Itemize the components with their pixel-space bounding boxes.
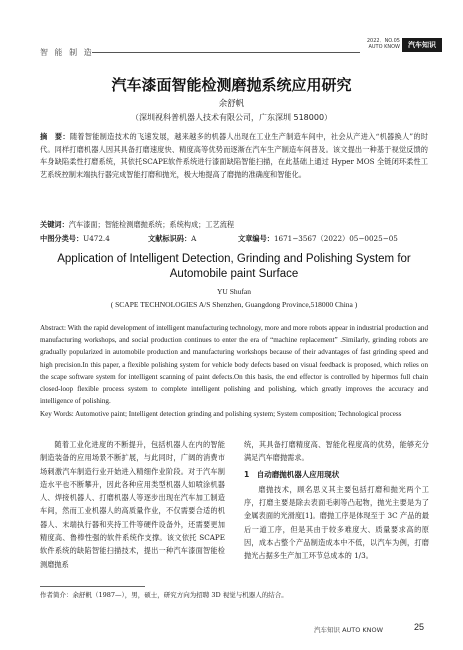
journal-masthead	[362, 36, 442, 58]
clc-label: 中图分类号：	[40, 234, 84, 243]
english-abstract	[40, 322, 428, 407]
author-footnote: 作者简介：余舒帆（1987—），男，硕士，研究方向为招聘 3D 视觉与机器人的结合。	[40, 591, 288, 599]
english-keywords	[40, 408, 428, 420]
clc-value: U472.4	[83, 234, 110, 243]
section-paragraph: 磨抛技术，顾名思义其主要包括打磨和抛光两个工序，打磨主要是除去表面毛刺等凸起物，抛光主要是为了金属表面的光滑度[1]。磨抛工序是体现至于 3C 产品的最后一道工序，但是其由于较多难度大、质量要求高的原因，成本占整个产品制造成本中不低，以汽车为例，打磨抛光占据多生产加工环节总成本的 1/3。	[244, 484, 429, 561]
english-keywords-text: Automotive paint; Intelligent detection grinding and polishing system; System composition; Technological process	[73, 410, 402, 418]
chinese-author: 余舒帆	[218, 99, 245, 109]
journal-badge: 汽车知识	[402, 38, 442, 52]
header-rule	[92, 52, 360, 53]
english-author: YU Shufan	[217, 287, 251, 296]
article-no-field	[238, 233, 398, 245]
english-keywords-label: Key Words:	[40, 410, 74, 418]
issue-number: 2022．NO.05 AUTO KNOW	[366, 38, 400, 50]
chinese-keywords	[40, 219, 428, 231]
doc-code-field	[148, 233, 196, 245]
english-abstract-label: Abstract:	[40, 324, 67, 332]
chinese-abstract	[40, 131, 428, 181]
chinese-affiliation: （深圳视科普机器人技术有限公司，广东深圳 518000）	[130, 113, 333, 122]
body-column-right	[244, 438, 429, 563]
section-header: 智 能 制 造	[40, 48, 94, 57]
footer-journal-name: 汽车知识 AUTO KNOW	[314, 626, 384, 634]
english-affiliation: ( SCAPE TECHNOLOGIES A/S Shenzhen, Guangdong Province,518000 China )	[110, 300, 358, 309]
page-number: 25	[414, 622, 425, 632]
chinese-title: 汽车漆面智能检测磨抛系统应用研究	[111, 76, 352, 94]
clc-field	[40, 233, 110, 245]
english-title: Application of Intelligent Detection, Grinding and Polishing System for Automobile paint Surface	[57, 253, 411, 280]
footnote-rule	[40, 586, 145, 587]
keywords-label: 关键词：	[40, 220, 69, 229]
intro-continuation: 统，其具备打磨精度高、智能化程度高的优势，能够充分满足汽车磨抛需求。	[244, 440, 429, 463]
abstract-text: 随着智能制造技术的飞速发展，越来越多的机器人出现在工业生产制造车间中，社会从产进入“机器换人”的时代。同样打磨机器人因其具备打磨速度快、精度高等优势而逐渐在汽车生产制造车间普及。该文提出一种基于视觉反馈的车身缺陷柔性打磨系统，其依托SCAPE软件系统进行漆面缺陷智能扫描，在此基础上通过 Hyper MOS 全链闭环柔性工艺系统控制末端执行器完成智能打磨和抛光，极大地提高了磨抛的准确度和智能化。	[40, 132, 428, 179]
doc-code-label: 文献标识码：	[148, 234, 192, 243]
article-no-value: 1671−3567（2022）05−0025−05	[273, 234, 398, 243]
abstract-label: 摘 要：	[40, 132, 70, 141]
body-column-left	[40, 438, 225, 571]
english-abstract-text: With the rapid development of intelligent manufacturing technology, more and more robots appear in industrial production and manufacturing workshops, and social production continues to enter the era of “machine replacement” .Similarly, grinding robots are gradually popularized in automobile production and manufacturing workshops because of their advantages of fast grinding speed and high precision.In this paper, a flexible polishing system for vehicle body defects based on visual feedback is proposed, which relies on the scape software system for intelligent scanning of paint defects.On this basis, the end effector is controlled by hipermos full chain closed-loop flexible process system to complete intelligent polishing and polishing, which greatly improves the accuracy and intelligence of polishing.	[40, 324, 429, 406]
keywords-text: 汽车漆面；智能检测磨抛系统；系统构成；工艺流程	[68, 220, 235, 229]
article-no-label: 文章编号：	[238, 234, 274, 243]
intro-paragraph: 随着工业化进度的不断提升，包括机器人在内的智能制造装备的应用场景不断扩展，与此同时，广阔的消费市场刺激汽车制造行业开始进入精细作业阶段。对于汽车制造水平也不断攀升，因此各种应用类型机器人如喷涂机器人、焊接机器人、打磨机器人等逐步出现在汽车加工制造车间，然而工业机器人的高质量作业，不仅需要合适的机器人、末端执行器和夹持工件等硬件设备外，还需要更加精度高、鲁棒性强的软件系统作支撑。该文依托 SCAPE 软件系统的缺陷智能扫描技术，提出一种汽车漆面智能检测磨抛系	[40, 440, 225, 569]
section-heading: 1 自动磨抛机器人应用现状	[244, 469, 340, 479]
doc-code-value: A	[191, 234, 197, 243]
